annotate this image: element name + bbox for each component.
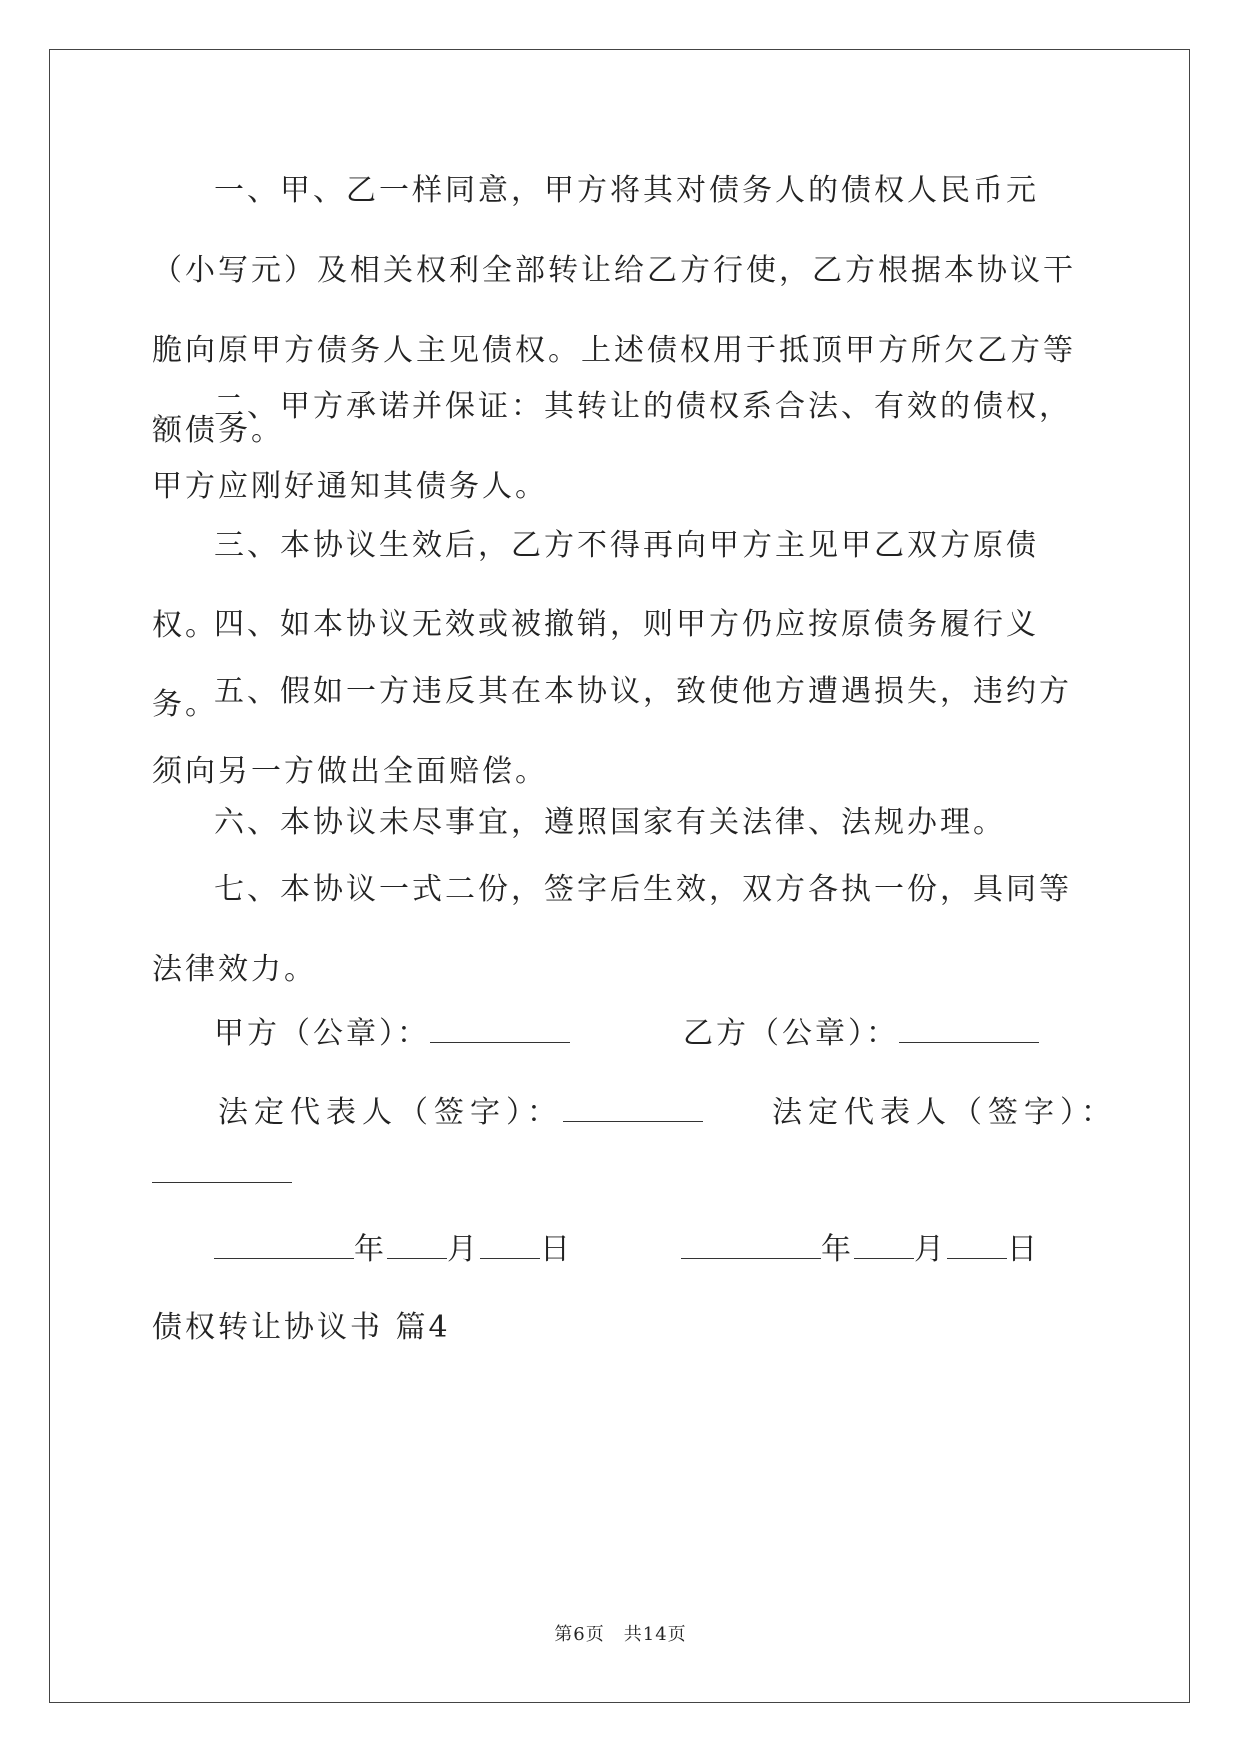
party-a-seal-line <box>214 1014 570 1054</box>
clause-4: 四、如本协议无效或被撤销，则甲方仍应按原债务履行义务。 <box>152 607 1039 722</box>
date-a-month-label: 月 <box>447 1232 480 1267</box>
date-b-year-label: 年 <box>821 1232 854 1267</box>
party-b-seal-blank[interactable] <box>899 1014 1039 1043</box>
clause-2: 二、甲方承诺并保证：其转让的债权系合法、有效的债权，甲方应刚好通知其债务人。 <box>152 389 1072 504</box>
date-b-day-label: 日 <box>1007 1232 1040 1267</box>
clause-3: 三、本协议生效后，乙方不得再向甲方主见甲乙双方原债权。 <box>152 528 1039 643</box>
date-b-month-blank[interactable] <box>854 1230 914 1259</box>
date-a-year-label: 年 <box>354 1232 387 1267</box>
legal-rep-a-label: 法定代表人（签字）： <box>218 1095 563 1130</box>
legal-rep-a-line <box>218 1093 703 1133</box>
date-b-line <box>681 1230 1040 1270</box>
clause-5: 五、假如一方违反其在本协议，致使他方遭遇损失，违约方须向另一方做出全面赔偿。 <box>152 674 1072 789</box>
party-a-seal-blank[interactable] <box>430 1014 570 1043</box>
date-a-line <box>214 1230 573 1270</box>
date-b-month-label: 月 <box>914 1232 947 1267</box>
legal-rep-a-blank[interactable] <box>563 1093 703 1122</box>
date-a-day-blank[interactable] <box>480 1230 540 1259</box>
date-a-year-blank[interactable] <box>214 1230 354 1259</box>
legal-rep-b-label: 法定代表人（签字）： <box>772 1095 1117 1130</box>
clause-1: 一、甲、乙一样同意，甲方将其对债务人的债权人民币元（小写元）及相关权利全部转让给乙方行使，乙方根据本协议干脆向原甲方债务人主见债权。上述债权用于抵顶甲方所欠乙方等额债务。 <box>152 173 1076 448</box>
date-b-year-blank[interactable] <box>681 1230 821 1259</box>
party-b-seal-line <box>683 1014 1039 1054</box>
page-number-footer: 第6页 共14页 <box>554 1624 687 1645</box>
next-section-title: 债权转让协议书 篇4 <box>152 1310 451 1345</box>
party-a-seal-label: 甲方（公章）： <box>214 1016 430 1051</box>
date-b-day-blank[interactable] <box>947 1230 1007 1259</box>
party-b-seal-label: 乙方（公章）： <box>683 1016 899 1051</box>
legal-rep-b-blank[interactable] <box>152 1154 292 1183</box>
date-a-day-label: 日 <box>540 1232 573 1267</box>
clause-6: 六、本协议未尽事宜，遵照国家有关法律、法规办理。 <box>214 805 1006 840</box>
legal-rep-b-line <box>772 1093 1117 1133</box>
legal-rep-b-blank-line <box>152 1154 292 1194</box>
clause-7: 七、本协议一式二份，签字后生效，双方各执一份，具同等法律效力。 <box>152 872 1072 987</box>
date-a-month-blank[interactable] <box>387 1230 447 1259</box>
